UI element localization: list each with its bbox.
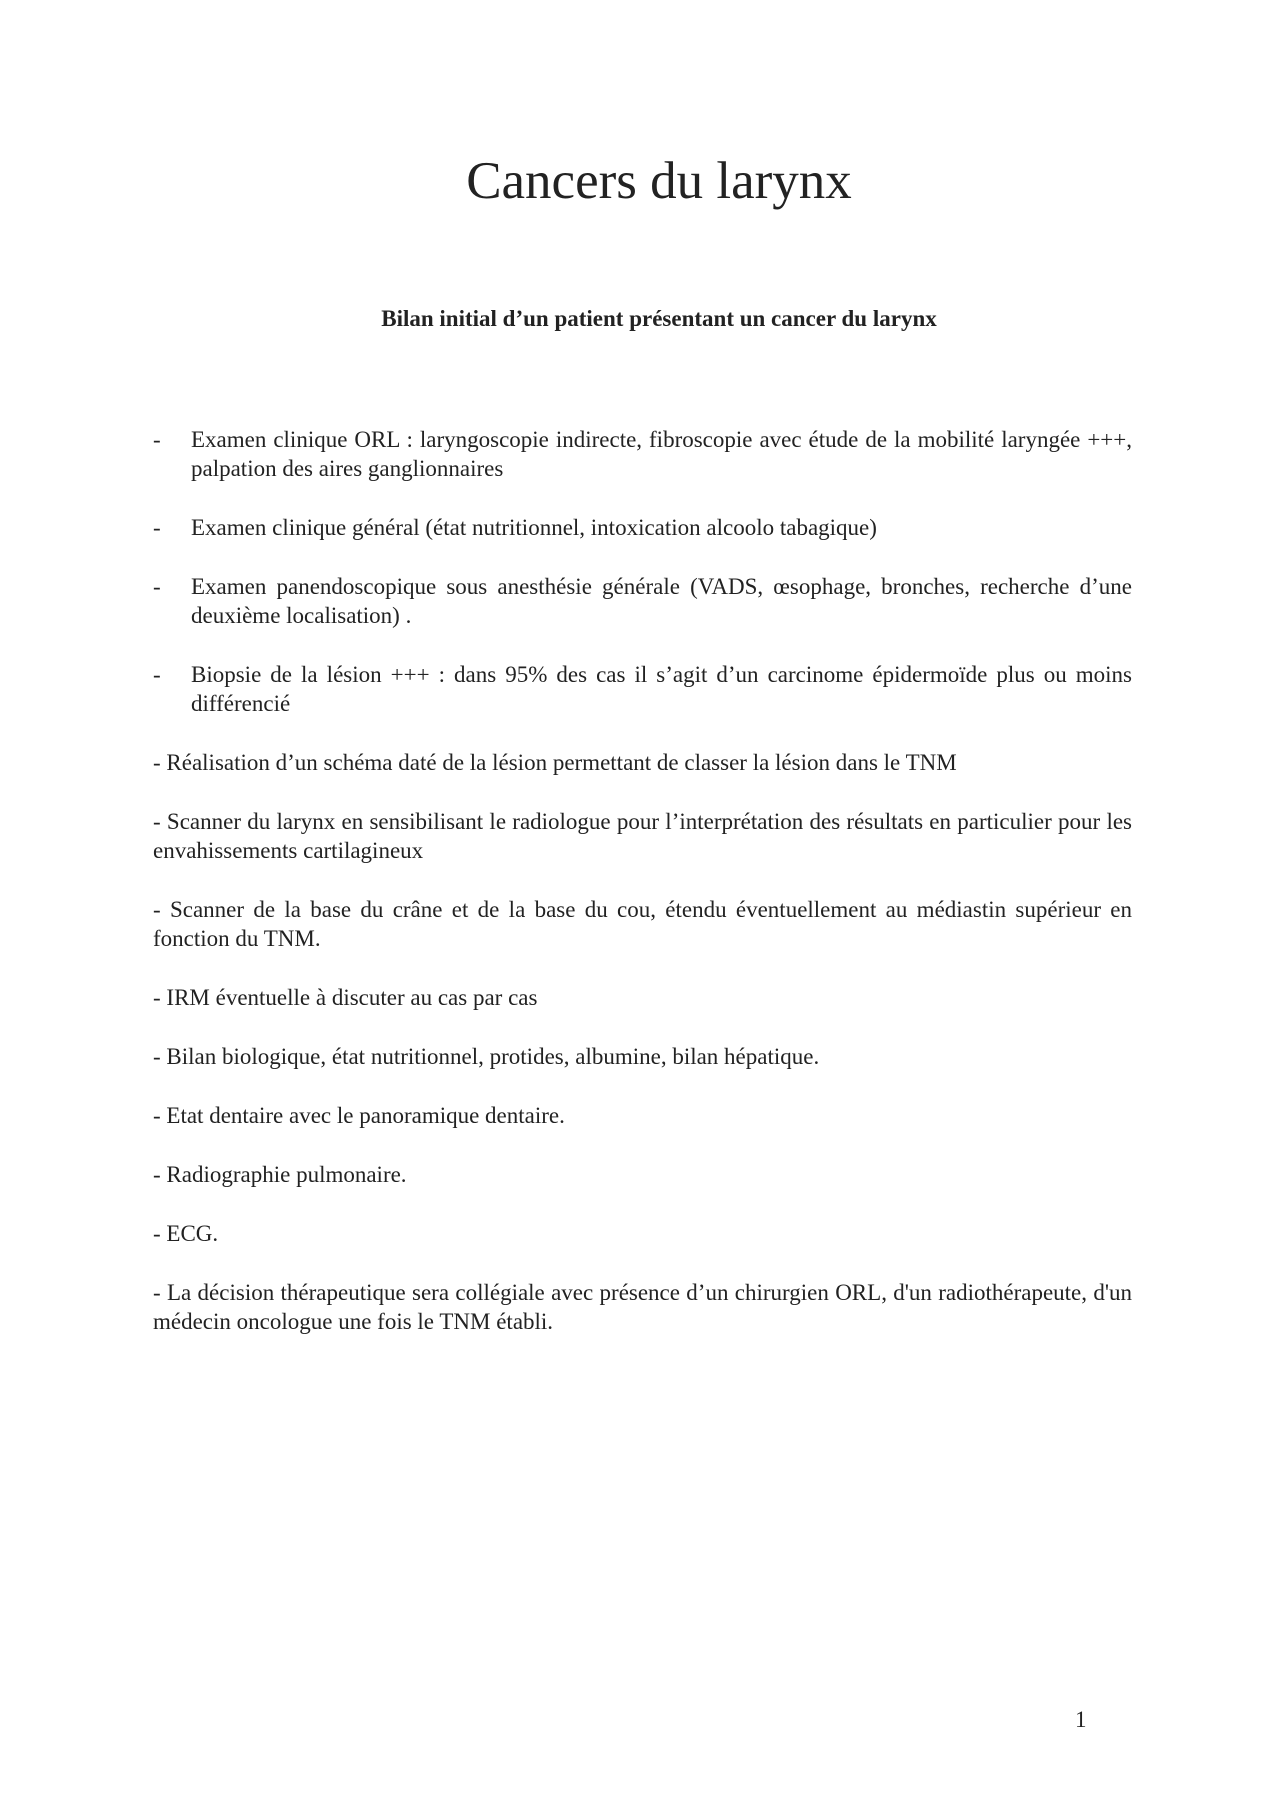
page-title: Cancers du larynx	[466, 152, 852, 210]
list-item: - Radiographie pulmonaire.	[153, 1162, 407, 1187]
list-item: - Réalisation d’un schéma daté de la lésion permettant de classer la lésion dans le TNM	[153, 750, 957, 775]
page-subtitle: Bilan initial d’un patient présentant un cancer du larynx	[381, 306, 937, 331]
page-number: 1	[1075, 1707, 1087, 1732]
list-item	[153, 660, 1132, 718]
list-item-text: Examen clinique général (état nutritionnel, intoxication alcoolo tabagique)	[191, 515, 877, 540]
list-bullet: -	[153, 515, 161, 540]
list-bullet: -	[153, 574, 161, 599]
list-item: - Bilan biologique, état nutritionnel, protides, albumine, bilan hépatique.	[153, 1044, 820, 1069]
list-item: - Scanner du larynx en sensibilisant le radiologue pour l’interprétation des résultats en particulier pour les envahissements cartilagineux	[153, 809, 1132, 863]
list-item: - ECG.	[153, 1221, 219, 1246]
list-item	[153, 572, 1132, 630]
list-bullet: -	[153, 662, 161, 687]
list-item	[153, 513, 1132, 542]
list-item-text: Examen panendoscopique sous anesthésie générale (VADS, œsophage, bronches, recherche d’une deuxième localisation) .	[191, 574, 1132, 628]
list-item: - Scanner de la base du crâne et de la base du cou, étendu éventuellement au médiastin supérieur en fonction du TNM.	[153, 897, 1132, 951]
list-item	[153, 425, 1132, 483]
list-item: - La décision thérapeutique sera collégiale avec présence d’un chirurgien ORL, d'un radiothérapeute, d'un médecin oncologue une fois le TNM établi.	[153, 1280, 1132, 1334]
list-bullet: -	[153, 427, 161, 452]
list-item-text: Examen clinique ORL : laryngoscopie indirecte, fibroscopie avec étude de la mobilité laryngée +++, palpation des aires ganglionnaires	[191, 427, 1132, 481]
list-item: - IRM éventuelle à discuter au cas par cas	[153, 985, 538, 1010]
list-item-text: Biopsie de la lésion +++ : dans 95% des cas il s’agit d’un carcinome épidermoïde plus ou moins différencié	[191, 662, 1132, 716]
list-item: - Etat dentaire avec le panoramique dentaire.	[153, 1103, 565, 1128]
document-body	[153, 425, 1132, 1366]
